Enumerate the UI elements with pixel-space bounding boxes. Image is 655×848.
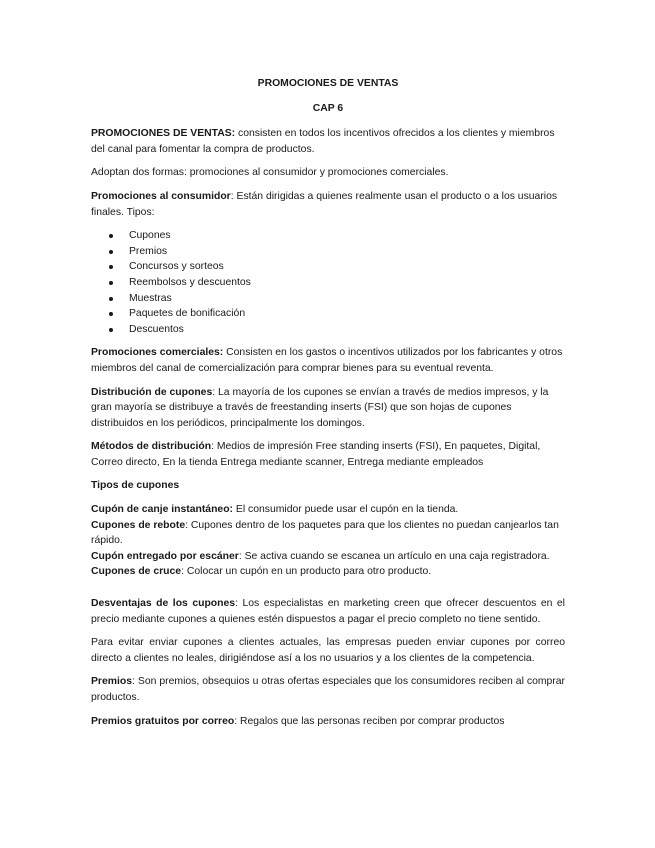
list-item: Premios xyxy=(91,244,565,260)
two-forms-paragraph: Adoptan dos formas: promociones al consumidor y promociones comerciales. xyxy=(91,167,449,179)
coupon-type-term: Cupones de rebote xyxy=(91,519,186,531)
coupon-type-text: El consumidor puede usar el cupón en la tienda. xyxy=(233,504,459,516)
list-item: Cupones xyxy=(91,228,565,244)
list-item: Concursos y sorteos xyxy=(91,259,565,275)
free-premiums-paragraph xyxy=(91,714,565,730)
disadvantages-term: Desventajas de los cupones xyxy=(91,598,236,610)
list-item: Paquetes de bonificación xyxy=(91,306,565,322)
commercial-text: Consisten en los gastos o incentivos utilizados por los fabricantes y otros miembros del canal de comercialización para comprar bienes para su eventual reventa. xyxy=(91,347,563,374)
premiums-term: Premios xyxy=(91,676,133,688)
coupon-type-instant xyxy=(91,502,565,518)
coupon-distribution-text: : La mayoría de los cupones se envían a través de medios impresos, y la gran mayoría se distribuye a través de freestanding inserts (FSI) que son hojas de cupones distribuidos en los periódicos, principalmente los domingos. xyxy=(91,386,549,429)
coupon-types-heading-text: Tipos de cupones xyxy=(91,480,180,492)
disadvantages-paragraph xyxy=(91,596,565,627)
coupon-type-term: Cupón entregado por escáner xyxy=(91,550,239,562)
intro-text: consisten en todos los incentivos ofrecidos a los clientes y miembros del canal para fomentar la compra de productos. xyxy=(91,128,555,155)
promotion-types-list xyxy=(91,228,565,337)
coupon-distribution-term: Distribución de cupones xyxy=(91,386,213,398)
disadvantages-text: : Los especialistas en marketing creen que ofrecer descuentos en el precio mediante cupones a quienes estén dispuestos a pagar el precio completo no tiene sentido. xyxy=(91,598,565,625)
coupon-distribution-paragraph xyxy=(91,385,565,432)
list-item: Muestras xyxy=(91,291,565,307)
intro-paragraph xyxy=(91,126,565,157)
intro-term: PROMOCIONES DE VENTAS: xyxy=(91,128,236,140)
methods-paragraph xyxy=(91,439,565,470)
methods-term: Métodos de distribución xyxy=(91,441,212,453)
coupon-types-heading xyxy=(91,478,565,494)
premiums-text: : Son premios, obsequios u otras ofertas especiales que los consumidores reciben al comprar productos. xyxy=(91,676,565,703)
commercial-paragraph xyxy=(91,345,565,376)
consumer-paragraph xyxy=(91,189,565,220)
document-body xyxy=(91,76,565,729)
coupon-type-term: Cupón de canje instantáneo: xyxy=(91,504,234,516)
document-title: PROMOCIONES DE VENTAS xyxy=(257,78,399,89)
coupon-type-text: : Cupones dentro de los paquetes para que los clientes no puedan canjearlos tan rápido. xyxy=(91,519,559,547)
coupon-type-term: Cupones de cruce xyxy=(91,566,182,578)
list-item: Reembolsos y descuentos xyxy=(91,275,565,291)
chapter-label: CAP 6 xyxy=(312,102,344,114)
free-premiums-text: : Regalos que las personas reciben por comprar productos xyxy=(234,715,505,727)
coupon-type-text: : Se activa cuando se escanea un artículo en una caja registradora. xyxy=(238,550,550,562)
coupon-type-scanner xyxy=(91,549,565,565)
methods-text: : Medios de impresión Free standing inserts (FSI), En paquetes, Digital, Correo directo, En la tienda Entrega mediante scanner, Entrega mediante empleados xyxy=(91,441,541,468)
commercial-term: Promociones comerciales: xyxy=(91,347,224,359)
free-premiums-term: Premios gratuitos por correo xyxy=(91,715,235,727)
coupon-type-text: : Colocar un cupón en un producto para otro producto. xyxy=(181,566,432,578)
consumer-text: : Están dirigidas a quienes realmente usan el producto o a los usuarios finales. Tipos: xyxy=(91,190,558,218)
premiums-paragraph xyxy=(91,674,565,705)
consumer-term: Promociones al consumidor xyxy=(91,190,231,202)
avoid-paragraph: Para evitar enviar cupones a clientes actuales, las empresas pueden enviar cupones por correo directo a clientes no leales, dirigiéndose así a los no usuarios y a los clientes de la competencia. xyxy=(91,637,565,664)
coupon-type-bounce xyxy=(91,518,565,549)
coupon-type-cross xyxy=(91,564,565,580)
list-item: Descuentos xyxy=(91,322,565,338)
